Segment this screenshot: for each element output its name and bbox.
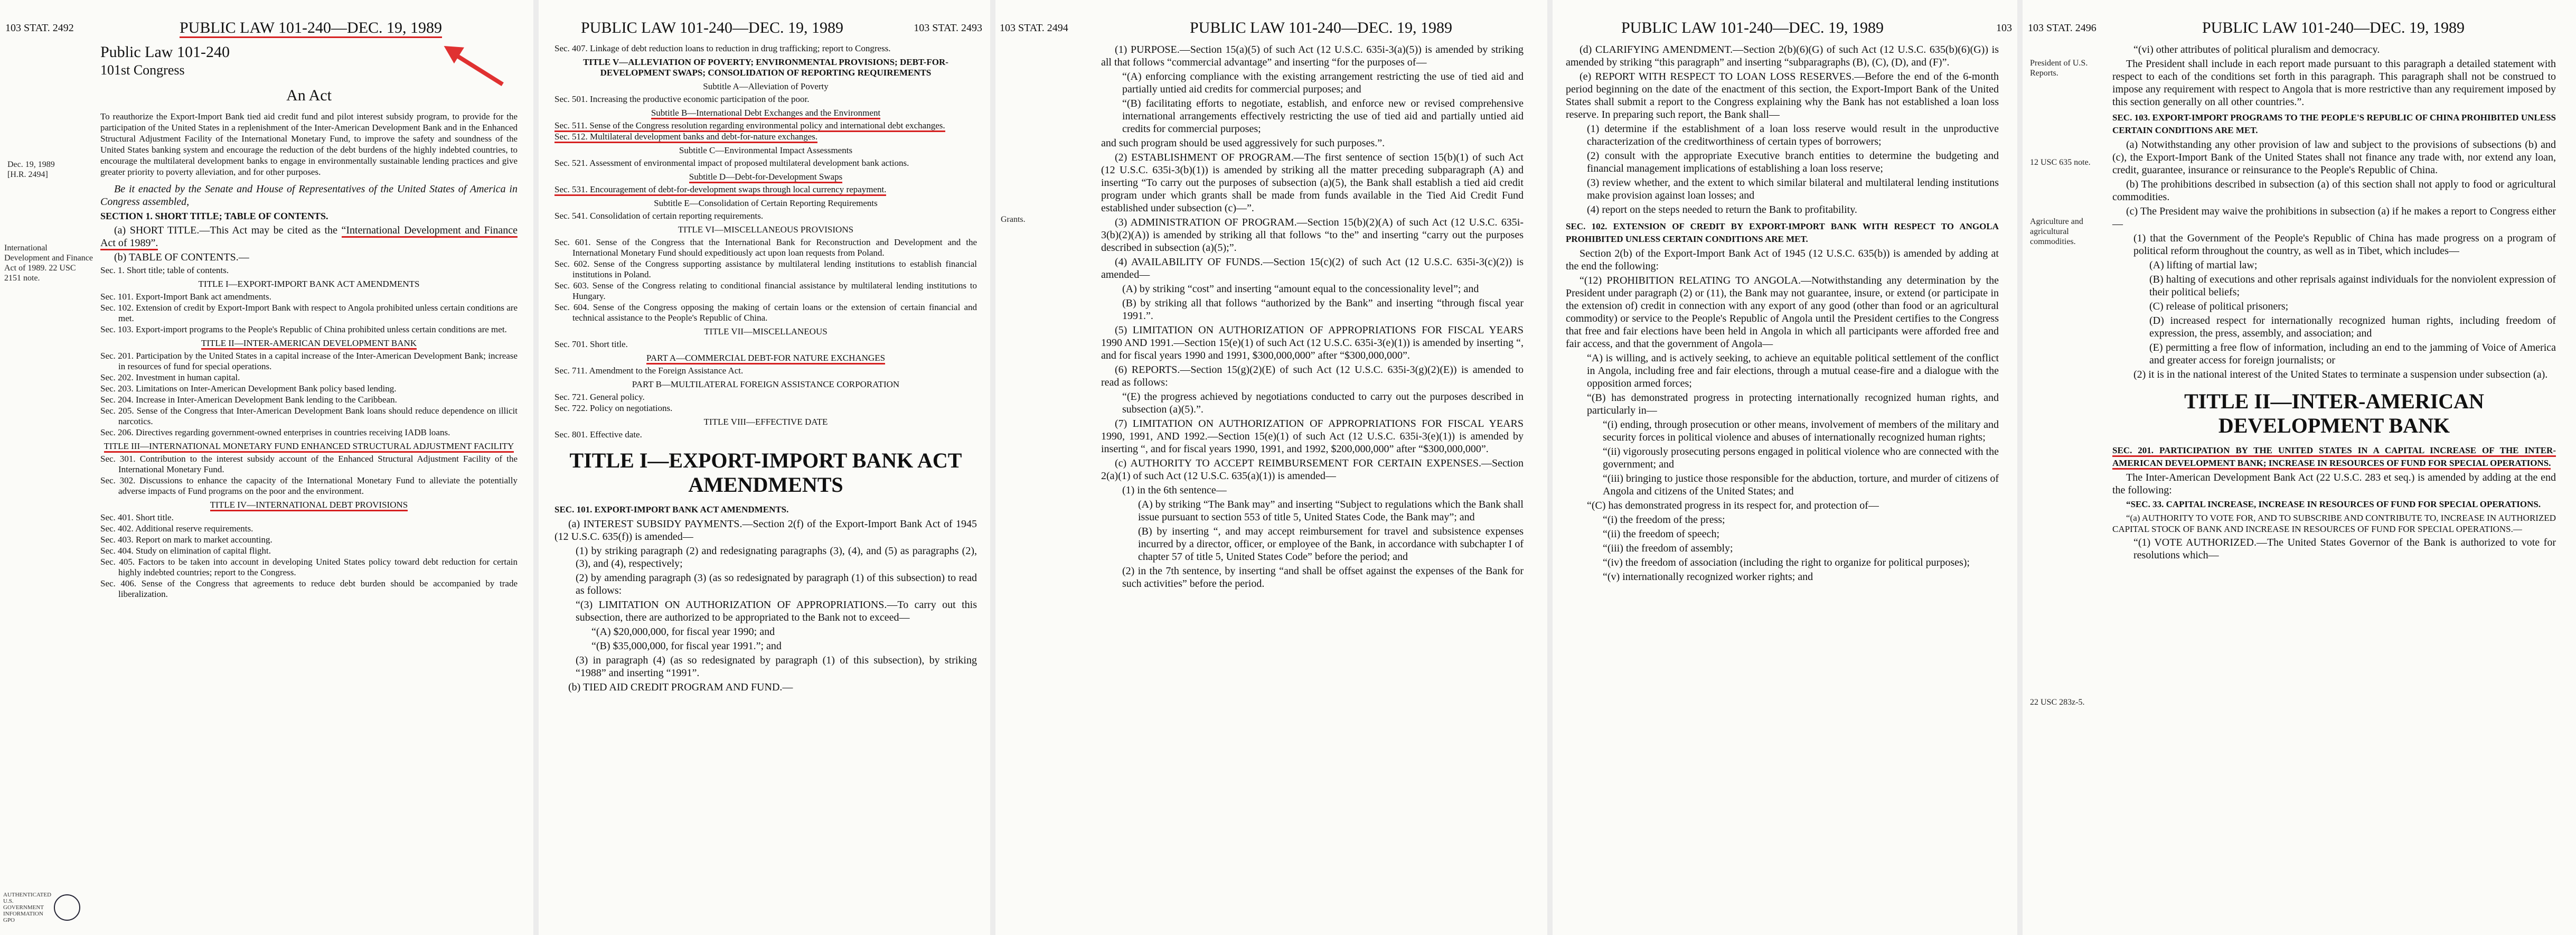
toc-entry: Sec. 541. Consolidation of certain reporting requirements. [554,211,764,221]
toc-subtitle: PART A—COMMERCIAL DEBT-FOR NATURE EXCHANGES [554,353,977,363]
toc-subtitle: Subtitle E—Consolidation of Certain Reporting Requirements [654,198,878,208]
toc-entry: Sec. 512. Multilateral development banks and debt-for-nature exchanges. [554,132,977,142]
toc-title-heading: TITLE II—INTER-AMERICAN DEVELOPMENT BANK [100,338,518,349]
margin-date: Dec. 19, 1989 [H.R. 2494] [7,160,55,179]
margin-note-agriculture: Agriculture and agricultural commodities. [2030,217,2083,246]
congress-label: 101st Congress [100,62,185,78]
body-paragraph: “(i) ending, through prosecution or other means, involvement of members of the military and security forces in political violence and abuses of internationally recognized human rights; [1603,419,1999,443]
body-paragraph: (C) release of political prisoners; [2149,301,2289,312]
section-33-heading: “SEC. 33. CAPITAL INCREASE, INCREASE IN RESOURCES OF FUND FOR SPECIAL OPERATIONS. [2126,499,2541,509]
body-paragraph: “(12) PROHIBITION RELATING TO ANGOLA.—Notwithstanding any determination by the President under paragraph (2) or (11), the Bank may not guarantee, insure, or extend (or participate in the extension of) credit in connection with any export of any good (other than food or an agricultural commodity) or service to the People's Republic of Angola until the President certifies to the Congress that free and fair elections have been held in Angola in which all participants were afforded free and fair access, and that the government of Angola— [1566,275,1999,350]
body-paragraph: “(vi) other attributes of political pluralism and democracy. [2133,44,2380,55]
running-header [180,19,442,37]
toc-entry: Sec. 206. Directives regarding government-owned enterprises in countries receiving IADB loans. [100,427,450,437]
law-title: Public Law 101-240 [100,43,230,61]
body-paragraph: (2) it is in the national interest of the United States to terminate a suspension under subsection (a). [2133,369,2548,380]
toc-entry: Sec. 521. Assessment of environmental impact of proposed multilateral development bank actions. [554,158,909,168]
toc-entry: Sec. 801. Effective date. [554,429,642,440]
page-2493 [539,0,990,935]
table-of-contents [100,265,518,600]
body-paragraph: (1) in the 6th sentence— [1122,484,1227,496]
stat-page-number: 103 [1996,22,2012,34]
body-paragraph: Section 2(b) of the Export-Import Bank Act of 1945 (12 U.S.C. 635(b)) is amended by adding at the end the following: [1566,248,1999,272]
toc-entry: Sec. 721. General policy. [554,392,645,402]
body-paragraph: (2) consult with the appropriate Executive branch entities to determine the budgeting and financial management implications of establishing a loan loss reserve; [1587,150,1999,174]
body-paragraph: (d) CLARIFYING AMENDMENT.—Section 2(b)(6)(G) of such Act (12 U.S.C. 635(b)(6)(G)) is amended by striking “this paragraph” and inserting “subparagraphs (B), (C), (D), and (F)”. [1566,44,1999,68]
toc-entry: Sec. 302. Discussions to enhance the capacity of the International Monetary Fund to alleviate the potentially adverse impacts of Fund programs on the poor and the environment. [100,475,518,496]
body-paragraph: “(E) the progress achieved by negotiations conducted to carry out the purposes described in subsection (a)(5).”. [1122,391,1524,415]
title-i-heading: TITLE I—EXPORT-IMPORT BANK ACT AMENDMENTS [569,448,962,497]
running-header: PUBLIC LAW 101-240—DEC. 19, 1989 [1190,19,1453,36]
body-paragraph: “(i) the freedom of the press; [1603,514,1725,526]
body-paragraph: “(B) $35,000,000, for fiscal year 1991.”; and [591,640,782,652]
body-paragraph: “(iii) the freedom of assembly; [1603,543,1733,554]
toc-title-heading: TITLE VI—MISCELLANEOUS PROVISIONS [678,225,854,235]
body-paragraph: “(A) $20,000,000, for fiscal year 1990; and [591,626,775,638]
body-paragraph: “(iv) the freedom of association (including the right to organize for political purposes); [1603,557,1970,568]
body-paragraph: “(ii) the freedom of speech; [1603,528,1720,540]
body-paragraph: (2) in the 7th sentence, by inserting “and shall be offset against the expenses of the Bank for such activities” before the period. [1122,565,1524,590]
toc-entry: Sec. 722. Policy on negotiations. [554,403,673,413]
toc-subtitle: Subtitle A—Alleviation of Poverty [703,81,829,91]
toc-entry: Sec. 511. Sense of the Congress resolution regarding environmental policy and international debt exchanges. [554,120,977,131]
toc-label: (b) TABLE OF CONTENTS.— [114,251,249,263]
toc-entry: Sec. 601. Sense of the Congress that the International Bank for Reconstruction and Development and the International Monetary Fund should expeditiously act upon loan requests from Poland. [554,237,977,258]
toc-entry: Sec. 604. Sense of the Congress opposing the making of certain loans or the extension of certain financial and technical assistance to the People's Republic of China. [554,302,977,323]
body-paragraph: (D) increased respect for internationally recognized human rights, including freedom of expression, the press, assembly, and association; and [2149,315,2556,339]
body-paragraph: (A) by striking “The Bank may” and inserting “Subject to regulations which the Bank shall issue pursuant to section 553 of title 5, United States Code, the Bank may”; and [1138,499,1524,523]
toc-entry: Sec. 301. Contribution to the interest subsidy account of the Enhanced Structural Adjustment Facility of the International Monetary Fund. [100,454,518,474]
body-paragraph: (1) by striking paragraph (2) and redesignating paragraphs (3), (4), and (5) as paragraphs (2), (3), and (4), respectively; [576,545,977,569]
running-header: PUBLIC LAW 101-240—DEC. 19, 1989 [581,19,844,36]
toc-subtitle: Subtitle D—Debt-for-Development Swaps [554,172,977,182]
table-of-contents-continued [554,43,977,440]
body-paragraph: “(3) LIMITATION ON AUTHORIZATION OF APPROPRIATIONS.—To carry out this subsection, there are authorized to be appropriated to the Bank not to exceed— [576,599,977,623]
body-paragraph: (2) by amending paragraph (3) (as so redesignated by paragraph (1) of this subsection) to read as follows: [576,572,977,596]
toc-entry: Sec. 701. Short title. [554,339,628,349]
body-paragraph: (3) review whether, and the extent to which similar bilateral and multilateral lending institutions make provision against loan losses; and [1587,177,1999,201]
stat-page-number: 103 STAT. 2494 [1000,22,1068,34]
toc-entry: Sec. 201. Participation by the United States in a capital increase of the Inter-American Development Bank; increase in resources of fund for special operations. [100,351,518,371]
body-paragraph: (7) LIMITATION ON AUTHORIZATION OF APPROPRIATIONS FOR FISCAL YEARS 1990, 1991, AND 1992.—Section 15(e)(1) of such Act (12 U.S.C. 635i-3(e)(1)) is amended by inserting “, and for fiscal years 1990, 1991, and 1992, $200,000,000” after “$300,000,000”. [1101,418,1524,455]
enacting-clause: Be it enacted by the Senate and House of Representatives of the United States of America in Congress assembled, [100,183,518,208]
toc-title-heading: TITLE V—ALLEVIATION OF POVERTY; ENVIRONMENTAL PROVISIONS; DEBT-FOR-DEVELOPMENT SWAPS; CONSOLIDATION OF REPORTING REQUIREMENTS [583,57,948,78]
toc-entry: Sec. 102. Extension of credit by Export-Import Bank with respect to Angola prohibited unless certain conditions are met. [100,303,518,323]
section-102-heading: SEC. 102. EXTENSION OF CREDIT BY EXPORT-IMPORT BANK WITH RESPECT TO ANGOLA PROHIBITED UNLESS CERTAIN CONDITIONS ARE MET. [1566,221,1999,244]
section-101-heading: SEC. 101. EXPORT-IMPORT BANK ACT AMENDMENTS. [554,504,789,515]
toc-entry: Sec. 103. Export-import programs to the People's Republic of China prohibited unless certain conditions are met. [100,324,507,334]
body-paragraph: (a) INTEREST SUBSIDY PAYMENTS.—Section 2(f) of the Export-Import Bank Act of 1945 (12 U.S.C. 635(f)) is amended— [554,518,977,543]
body-paragraph: (5) LIMITATION ON AUTHORIZATION OF APPROPRIATIONS FOR FISCAL YEARS 1990 AND 1991.—Section 15(e)(1) of such Act (12 U.S.C. 635i-3(e)(1)) is amended by inserting “, and for fiscal years 1990 and 1991, $300,000,000” after “$300,000,000”. [1101,324,1524,361]
act-purpose: To reauthorize the Export-Import Bank tied aid credit fund and pilot interest subsidy program, to provide for the participation of the United States in a replenishment of the Inter-American Development Bank and in the Enhanced Structural Adjustment Facility of the International Monetary Fund, to improve the safety and soundness of the United States banking system and encourage the reduction of the debt burdens of the highly indebted countries, to encourage the multilateral development banks to engage in environmentally sustainable lending practices and give greater priority to poverty alleviation, and for other purposes. [100,111,518,177]
margin-note-short-title: International Development and Finance Act of 1989. 22 USC 2151 note. [4,244,93,283]
page-2494 [995,0,1547,935]
body-paragraph: (1) determine if the establishment of a loan loss reserve would result in the unproductive characterization of the creditworthiness of certain types of borrowers; [1587,123,1999,147]
toc-entry: Sec. 101. Export-Import Bank act amendments. [100,292,271,302]
body-paragraph: “(1) VOTE AUTHORIZED.—The United States Governor of the Bank is authorized to vote for resolutions which— [2133,537,2556,561]
toc-entry: Sec. 711. Amendment to the Foreign Assistance Act. [554,366,744,376]
stat-page-number: 103 STAT. 2492 [5,22,74,34]
toc-entry: Sec. 205. Sense of the Congress that Inter-American Development Bank loans should reduce dependence on illicit narcotics. [100,406,518,426]
body-paragraph: (b) TIED AID CREDIT PROGRAM AND FUND.— [568,681,793,693]
law-date-header: PUBLIC LAW 101-240—DEC. 19, 1989 [180,19,442,38]
gpo-authentication-logo: AUTHENTICATED U.S. GOVERNMENT INFORMATION GPO [3,892,80,923]
body-paragraph: (6) REPORTS.—Section 15(g)(2)(E) of such Act (12 U.S.C. 635i-3(g)(2)(E)) is amended to read as follows: [1101,364,1524,388]
gpo-seal-icon [54,894,80,921]
margin-note-usc: 12 USC 635 note. [2030,158,2091,167]
toc-title-heading: TITLE VII—MISCELLANEOUS [704,326,828,336]
page-2495 [1553,0,2017,935]
toc-entry: Sec. 204. Increase in Inter-American Development Bank lending to the Caribbean. [100,395,397,405]
toc-title-heading: TITLE IV—INTERNATIONAL DEBT PROVISIONS [100,500,518,510]
body-paragraph: (a) Notwithstanding any other provision of law and subject to the provisions of subsections (b) and (c), the Export-Import Bank of the United States shall not finance any trade with, nor extend any loan, credit, guarantee, insurance or reinsurance to the People's Republic of China. [2112,139,2556,176]
body-paragraph: (E) permitting a free flow of information, including an end to the jamming of Voice of America and greater access for foreign journalists; or [2149,342,2556,366]
toc-title-heading: TITLE I—EXPORT-IMPORT BANK ACT AMENDMENTS [198,279,420,289]
toc-entry: Sec. 602. Sense of the Congress supporting assistance by multilateral lending institutions to establish financial institutions in Poland. [554,259,977,279]
toc-title-heading: TITLE III—INTERNATIONAL MONETARY FUND ENHANCED STRUCTURAL ADJUSTMENT FACILITY [100,441,518,452]
body-paragraph: “A) is willing, and is actively seeking, to achieve an equitable political settlement of the conflict in Angola, including free and fair elections, through a mutual cease-fire and a dialogue with the opposition armed forces; [1587,352,1999,389]
body-paragraph: “(C) has demonstrated progress in its respect for, and protection of— [1587,500,1879,511]
toc-entry: Sec. 203. Limitations on Inter-American Development Bank policy based lending. [100,384,397,394]
toc-entry: Sec. 1. Short title; table of contents. [100,265,229,275]
body-paragraph: (3) in paragraph (4) (as so redesignated by paragraph (1) of this subsection), by striking “1988” and inserting “1991”. [576,654,977,679]
toc-subtitle: Subtitle C—Environmental Impact Assessments [679,145,853,155]
body-paragraph: (2) ESTABLISHMENT OF PROGRAM.—The first sentence of section 15(b)(1) of such Act (12 U.S.C. 635i-3(b)(1)) is amended by striking all the matter preceding subparagraph (A) and inserting “To carry out the purposes of subsection (a)(5), the Bank shall establish a tied aid credit program under which grants shall be made from funds available in the Tied Aid Credit Fund established under subsection (c)—”. [1101,152,1524,214]
running-header: PUBLIC LAW 101-240—DEC. 19, 1989 [2202,19,2465,36]
body-paragraph: (c) AUTHORITY TO ACCEPT REIMBURSEMENT FOR CERTAIN EXPENSES.—Section 2(a)(1) of such Act (12 U.S.C. 635(a)(1)) is amended— [1101,457,1524,482]
stat-page-number: 103 STAT. 2496 [2028,22,2096,34]
body-paragraph: “(A) enforcing compliance with the existing arrangement restricting the use of tied aid and partially untied aid credits for commercial purposes; and [1122,71,1524,95]
margin-note-usc: 22 USC 283z-5. [2030,698,2085,707]
body-paragraph: “(ii) vigorously prosecuting persons engaged in political violence who are connected with the government; and [1603,446,1999,470]
body-paragraph: “(a) AUTHORITY TO VOTE FOR, AND TO SUBSCRIBE AND CONTRIBUTE TO, INCREASE IN AUTHORIZED CAPITAL STOCK OF BANK AND INCREASE IN RESOURCES OF FUND FOR SPECIAL OPERATIONS.— [2112,513,2556,534]
toc-entry: Sec. 404. Study on elimination of capital flight. [100,546,271,556]
page-2496 [2023,0,2576,935]
toc-entry: Sec. 407. Linkage of debt reduction loans to reduction in drug trafficking; report to Congress. [554,43,891,53]
body-paragraph: (1) that the Government of the People's Republic of China has made progress on a program of political reform throughout the country, as well as in Tibet, which includes— [2133,232,2556,257]
body-paragraph: (c) The President may waive the prohibitions in subsection (a) if he makes a report to Congress either— [2112,205,2556,230]
body-paragraph: (4) report on the steps needed to return the Bank to profitability. [1587,204,1857,216]
body-paragraph: (A) by striking “cost” and inserting “amount equal to the concessionality level”; and [1122,283,1479,295]
body-paragraph: (e) REPORT WITH RESPECT TO LOAN LOSS RESERVES.—Before the end of the 6-month period beginning on the date of the enactment of this section, the Export-Import Bank of the United States shall submit a report to the Congress explaining why the Bank has not established a loan loss reserve. In preparing such report, the Bank shall— [1566,71,1999,120]
toc-entry: Sec. 406. Sense of the Congress that agreements to reduce debt burden should be accompanied by trade liberalization. [100,578,518,599]
body-paragraph: (3) ADMINISTRATION OF PROGRAM.—Section 15(b)(2)(A) of such Act (12 U.S.C. 635i-3(b)(2)(A)) is amended by striking all that follows “to the” and inserting “carry out the purposes described in subsection (a)(5);”. [1101,217,1524,254]
body-paragraph: (1) PURPOSE.—Section 15(a)(5) of such Act (12 U.S.C. 635i-3(a)(5)) is amended by striking all that follows “commercial advantage” and inserting “for the purposes of— [1101,44,1524,68]
section-103-heading: SEC. 103. EXPORT-IMPORT PROGRAMS TO THE PEOPLE'S REPUBLIC OF CHINA PROHIBITED UNLESS CERTAIN CONDITIONS ARE MET. [2112,113,2556,135]
toc-entry: Sec. 202. Investment in human capital. [100,372,240,382]
body-paragraph: and such program should be used aggressively for such purposes.”. [1101,137,1385,149]
act-label: An Act [286,87,332,104]
body-paragraph: “(iii) bringing to justice those responsible for the abduction, torture, and murder of citizens of Angola and citizens of the United States; and [1603,473,1999,497]
toc-entry: Sec. 501. Increasing the productive economic participation of the poor. [554,94,810,104]
body-paragraph: The Inter-American Development Bank Act (22 U.S.C. 283 et seq.) is amended by adding at the end the following: [2112,472,2556,496]
toc-title-heading: TITLE VIII—EFFECTIVE DATE [703,417,828,427]
body-paragraph: (b) The prohibitions described in subsection (a) of this section shall not apply to food or agricultural commodities. [2112,179,2556,203]
toc-subtitle: Subtitle B—International Debt Exchanges and the Environment [554,108,977,118]
body-paragraph: “(v) internationally recognized worker rights; and [1603,571,1813,583]
body-paragraph: “(B) has demonstrated progress in protecting internationally recognized human rights, and particularly in— [1587,392,1999,416]
title-ii-heading: TITLE II—INTER-AMERICAN DEVELOPMENT BANK [2184,389,2484,437]
toc-entry: Sec. 531. Encouragement of debt-for-development swaps through local currency repayment. [554,184,977,195]
body-paragraph: (4) AVAILABILITY OF FUNDS.—Section 15(c)(2) of such Act (12 U.S.C. 635i-3(c)(2)) is amended— [1101,256,1524,280]
section-201-heading: SEC. 201. PARTICIPATION BY THE UNITED STATES IN A CAPITAL INCREASE OF THE INTER-AMERICAN DEVELOPMENT BANK; INCREASE IN RESOURCES OF FUND FOR SPECIAL OPERATIONS. [2112,444,2556,470]
toc-entry: Sec. 403. Report on mark to market accounting. [100,535,272,545]
running-header: PUBLIC LAW 101-240—DEC. 19, 1989 [1621,19,1884,36]
toc-entry: Sec. 401. Short title. [100,512,174,522]
short-title-paragraph: (a) SHORT TITLE.—This Act may be cited as the “International Development and Finance Act of 1989”. [100,224,518,249]
body-paragraph: (B) by inserting “, and may accept reimbursement for travel and subsistence expenses incurred by a director, officer, or employee of the Bank, in accordance with subchapter I of chapter 57 of title 5, United States Code” before the period; and [1138,526,1524,563]
body-paragraph: (B) by striking all that follows “authorized by the Bank” and inserting “through fiscal year 1991.”. [1122,297,1524,322]
margin-note-reports: President of U.S. Reports. [2030,59,2088,78]
page-2492 [0,0,533,935]
body-paragraph: The President shall include in each report made pursuant to this paragraph a detailed statement with respect to each of the conditions set forth in this paragraph. This paragraph shall not be construed to impose any requirement with respect to Angola that is more restrictive than any requirement imposed by this section generally on all other countries.”. [2112,58,2556,108]
act-name: “International Development and Finance Act of 1989”. [100,225,518,250]
toc-entry: Sec. 405. Factors to be taken into account in developing United States policy toward debt reduction for certain highly indebted countries; report to the Congress. [100,557,518,577]
toc-subtitle: PART B—MULTILATERAL FOREIGN ASSISTANCE CORPORATION [632,379,900,389]
section-1-heading: SECTION 1. SHORT TITLE; TABLE OF CONTENTS. [100,211,328,221]
toc-entry: Sec. 402. Additional reserve requirements. [100,523,253,534]
margin-note-grants: Grants. [1001,215,1026,224]
body-paragraph: “(B) facilitating efforts to negotiate, establish, and enforce new or revised comprehensive international arrangements effectively restricting the use of tied aid and partially untied aid credits for commercial purposes; [1122,98,1524,135]
body-paragraph: (B) halting of executions and other reprisals against individuals for the nonviolent expression of their political beliefs; [2149,274,2556,298]
toc-entry: Sec. 603. Sense of the Congress relating to conditional financial assistance by multilateral lending institutions to Hungary. [554,280,977,301]
body-paragraph: (A) lifting of martial law; [2149,259,2258,271]
stat-page-number: 103 STAT. 2493 [914,22,982,34]
